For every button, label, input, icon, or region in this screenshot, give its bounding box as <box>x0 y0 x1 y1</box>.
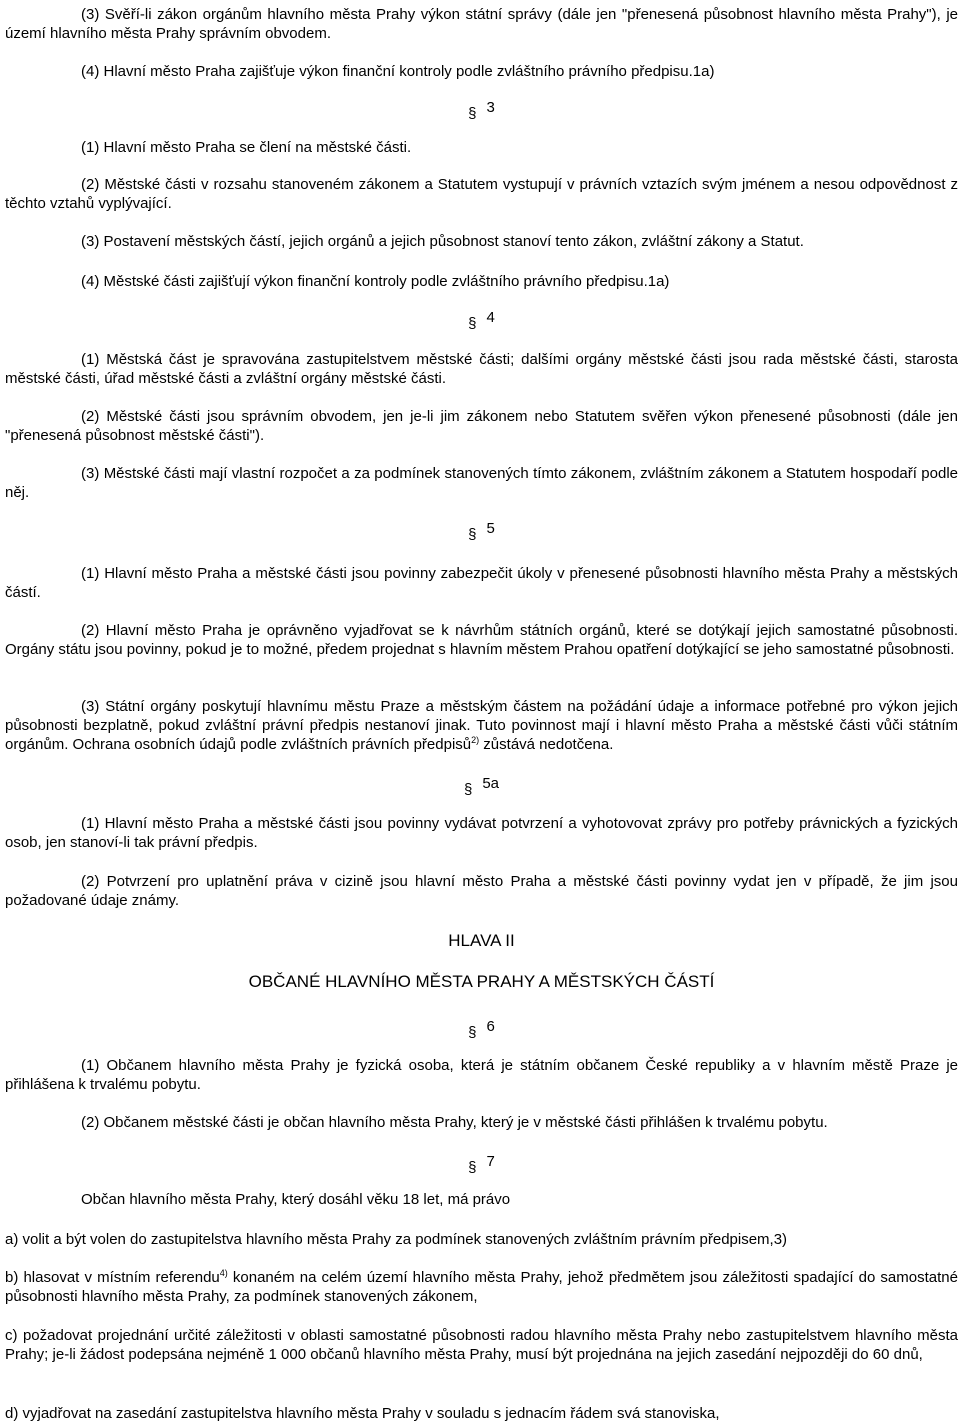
paragraph-3-1: (1) Hlavní město Praha se člení na městské části. <box>81 139 412 156</box>
list-item-c: c) požadovat projednání určité záležitosti v oblasti samostatné působnosti radou hlavního města Prahy nebo zastupitelstvem hlavního města Prahy; je-li žádost podepsána nejméně 1 000 občanů hlavního města Prahy, musí být projednána na jejich zasedání nejpozději do 60 dnů, <box>5 1327 958 1363</box>
paragraph-2-3: (3) Svěří-li zákon orgánům hlavního města Prahy výkon státní správy (dále jen "přenesená působnost hlavního města Prahy"), je území hlavního města Prahy správním obvodem. <box>5 6 958 42</box>
paragraph-4-2: (2) Městské části jsou správním obvodem, jen je-li jim zákonem nebo Statutem svěřen výkon přenesené působnosti (dále jen "přenesená působnost městské části"). <box>5 408 958 444</box>
paragraph-5a-2: (2) Potvrzení pro uplatnění práva v cizině jsou hlavní město Praha a městské části povinny vydat jen v případě, že jim jsou požadované údaje známy. <box>5 873 958 909</box>
section-4-heading: § 4 <box>468 309 495 332</box>
paragraph-3-2: (2) Městské části v rozsahu stanoveném zákonem a Statutem vystupují v právních vztazích svým jménem a nesou odpovědnost z těchto vztahů vyplývající. <box>5 176 958 212</box>
paragraph-5-2: (2) Hlavní město Praha je oprávněno vyjadřovat se k návrhům státních orgánů, které se dotýkají jejich samostatné působnosti. Orgány státu jsou povinny, pokud je to možné, předem projednat s hlavním městem Prahou opatření dotýkající se jeho samostatné působnosti. <box>5 622 958 658</box>
paragraph-3-4: (4) Městské části zajišťují výkon finanční kontroly podle zvláštního právního předpisu.1a) <box>81 273 670 290</box>
section-6-heading: § 6 <box>468 1018 495 1041</box>
paragraph-4-3: (3) Městské části mají vlastní rozpočet a za podmínek stanovených tímto zákonem, zvláštním zákonem a Statutem hospodaří podle něj. <box>5 465 958 501</box>
paragraph-6-2: (2) Občanem městské části je občan hlavního města Prahy, který je v městské části přihlášen k trvalému pobytu. <box>81 1114 828 1131</box>
section-5a-heading: § 5a <box>463 775 500 798</box>
section-7-heading: § 7 <box>468 1153 495 1176</box>
paragraph-3-3: (3) Postavení městských částí, jejich orgánů a jejich působnost stanoví tento zákon, zvláštní zákony a Statut. <box>81 233 804 250</box>
paragraph-4-1: (1) Městská část je spravována zastupitelstvem městské části; dalšími orgány městské části jsou rada městské části, starosta městské části, úřad městské části a zvláštní orgány městské části. <box>5 351 958 387</box>
footnote-ref-4[interactable]: 4) <box>219 1268 228 1278</box>
list-item-b: b) hlasovat v místním referendu$^{4)}$ konaném na celém území hlavního města Prahy, jehož předmětem jsou záležitosti spadající do samostatné působnosti hlavního města Prahy, za podmínek stanovených zákonem, <box>5 1268 958 1305</box>
paragraph-6-1: (1) Občanem hlavního města Prahy je fyzická osoba, která je státním občanem České republiky a v hlavním městě Praze je přihlášena k trvalému pobytu. <box>5 1057 958 1093</box>
section-5-heading: § 5 <box>468 520 495 543</box>
section-7-intro: Občan hlavního města Prahy, který dosáhl věku 18 let, má právo <box>81 1191 511 1208</box>
paragraph-2-4: (4) Hlavní město Praha zajišťuje výkon finanční kontroly podle zvláštního právního předpisu.1a) <box>81 63 715 80</box>
paragraph-5a-1: (1) Hlavní město Praha a městské části jsou povinny vydávat potvrzení a vyhotovovat zprávy pro potřeby právnických a fyzických osob, jen stanoví-li tak právní předpis. <box>5 815 958 851</box>
chapter-title: HLAVA II <box>448 931 515 950</box>
paragraph-5-1: (1) Hlavní město Praha a městské části jsou povinny zabezpečit úkoly v přenesené působnosti hlavního města Prahy a městských částí. <box>5 565 958 601</box>
paragraph-5-3: (3) Státní orgány poskytují hlavnímu městu Praze a městským částem na požádání údaje a informace potřebné pro výkon jejich působnosti bezplatně, pokud zvláštní právní předpis nestanoví jinak. Tuto povinnost mají i hlavní město Praha a městské části vůči státním orgánům. Ochrana osobních údajů podle zvláštních právních předpisů$^{2)}$ zůstává nedotčena. <box>5 698 958 753</box>
list-item-a: a) volit a být volen do zastupitelstva hlavního města Prahy za podmínek stanovených zvláštním právním předpisem,3) <box>5 1231 788 1248</box>
chapter-subtitle: OBČANÉ HLAVNÍHO MĚSTA PRAHY A MĚSTSKÝCH ČÁSTÍ <box>248 972 715 991</box>
footnote-ref-2[interactable]: 2) <box>471 735 480 745</box>
section-3-heading: § 3 <box>468 99 495 122</box>
list-item-d: d) vyjadřovat na zasedání zastupitelstva hlavního města Prahy v souladu s jednacím řádem svá stanoviska, <box>5 1405 720 1422</box>
